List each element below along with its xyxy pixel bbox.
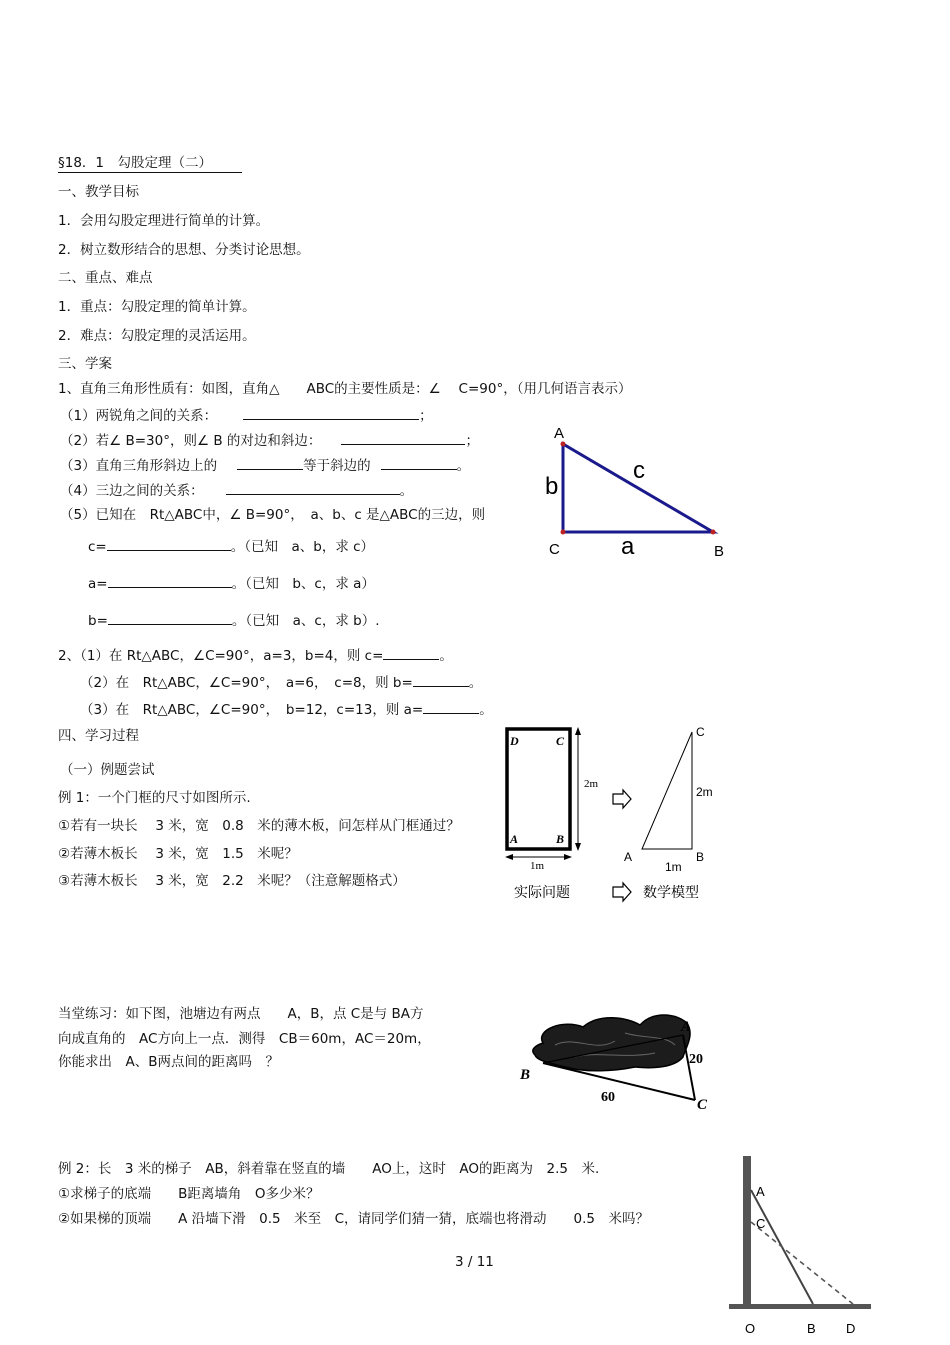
doc-title: §18．1 勾股定理（二） (58, 154, 242, 173)
vertex-B-label: B (714, 543, 725, 560)
pond-figure (515, 1005, 725, 1120)
formula-b: b= 。（已知 a、c，求 b）. (88, 610, 380, 630)
vertex-A-label: A (554, 425, 565, 442)
formula-c: c= 。（已知 a、b，求 c） (88, 536, 374, 556)
math-model-label: 数学模型 (643, 885, 699, 901)
question-1-5: （5）已知在 Rt△ABC中，∠ B=90°， a、b、c 是△ABC的三边，则 (60, 507, 486, 523)
side-a-label: a (621, 533, 635, 560)
door-frame-figure (500, 722, 730, 902)
side-b-label: b (545, 473, 559, 500)
example-1-q1: ①若有一块长 3 米，宽 0.8 米的薄木板，问怎样从门框通过？ (58, 818, 460, 834)
arrow-icon (613, 790, 631, 808)
blank (413, 672, 469, 687)
question-2-3: （3）在 Rt△ABC，∠C=90°， b=12，c=13，则 a= 。 (80, 699, 493, 719)
side-bc-label: 60 (601, 1090, 615, 1105)
model-C-label: C (696, 725, 705, 739)
example-1-q2: ②若薄木板长 3 米，宽 1.5 米呢？ (58, 846, 298, 862)
side-c-label: c (633, 457, 645, 484)
blank (381, 455, 457, 470)
page-number: 3 / 11 (455, 1254, 494, 1270)
pond-C-label: C (697, 1097, 708, 1113)
practice-line-2: 向成直角的 AC方向上一点．测得 CB＝60m，AC＝20m， (58, 1031, 431, 1047)
objective-2: 2．树立数形结合的思想、分类讨论思想。 (58, 242, 310, 258)
formula-a: a= 。（已知 b、c，求 a） (88, 573, 375, 593)
blank (341, 430, 465, 445)
section-objectives: 一、教学目标 (58, 184, 139, 200)
practice-line-3: 你能求出 A、B两点间的距离吗 ？ (58, 1054, 279, 1070)
ladder-figure (725, 1150, 875, 1340)
section-study-plan: 三、学案 (58, 356, 112, 372)
example-2-q1: ①求梯子的底端 B距离墙角 O多少米？ (58, 1186, 320, 1202)
vertex-C-label: C (549, 541, 560, 558)
side-ac-label: 20 (689, 1052, 703, 1067)
blank (108, 610, 232, 625)
door-D-label: D (510, 734, 519, 748)
objective-1: 1．会用勾股定理进行简单的计算。 (58, 213, 270, 229)
door-A-label: A (510, 832, 519, 846)
ladder-A-label: A (756, 1184, 765, 1199)
blank (237, 455, 303, 470)
door-B-label: B (556, 832, 565, 846)
question-1-4: （4）三边之间的关系： 。 (60, 480, 413, 500)
question-1: 1、直角三角形性质有：如图，直角△ ABC的主要性质是：∠ C=90°，（用几何语言表示） (58, 381, 632, 397)
question-2-1: 2、（1）在 Rt△ABC，∠C=90°，a=3，b=4，则 c= 。 (58, 645, 453, 665)
practice-line-1: 当堂练习：如下图，池塘边有两点 A，B，点 C是与 BA方 (58, 1006, 424, 1022)
door-width-label: 1m (530, 860, 545, 872)
question-2-2: （2）在 Rt△ABC，∠C=90°， a=6， c=8，则 b= 。 (80, 672, 482, 692)
blank (383, 645, 439, 660)
ladder-B-label: B (807, 1321, 816, 1336)
model-width-label: 1m (665, 860, 682, 874)
example-2: 例 2：长 3 米的梯子 AB，斜着靠在竖直的墙 AO上，这时 AO的距离为 2.5 米. (58, 1161, 600, 1177)
ladder-O-label: O (745, 1321, 756, 1336)
blank (423, 699, 479, 714)
ladder-C-label: C (756, 1216, 766, 1231)
model-A-label: A (624, 850, 633, 864)
real-problem-label: 实际问题 (514, 885, 570, 901)
section-key-points: 二、重点、难点 (58, 270, 153, 286)
key-point-2: 2．难点：勾股定理的灵活运用。 (58, 328, 256, 344)
question-1-1: （1）两锐角之间的关系： ； (60, 405, 433, 425)
key-point-1: 1．重点：勾股定理的简单计算。 (58, 299, 256, 315)
blank (243, 405, 419, 420)
example-1: 例 1：一个门框的尺寸如图所示. (58, 790, 251, 806)
arrow-icon (613, 883, 631, 901)
model-B-label: B (696, 850, 705, 864)
door-height-label: 2m (584, 778, 599, 790)
question-1-2: （2）若∠ B=30°，则∠ B 的对边和斜边： ； (60, 430, 479, 450)
pond-B-label: B (520, 1067, 531, 1083)
ladder-D-label: D (846, 1321, 856, 1336)
example-2-q2: ②如果梯的顶端 A 沿墙下滑 0.5 米至 C，请同学们猜一猜，底端也将滑动 0.5 米吗？ (58, 1211, 649, 1227)
subsection-examples: （一）例题尝试 (60, 762, 155, 778)
model-height-label: 2m (696, 785, 713, 799)
example-1-q3: ③若薄木板长 3 米，宽 2.2 米呢？（注意解题格式） (58, 873, 406, 889)
section-learning-process: 四、学习过程 (58, 728, 139, 744)
blank (107, 536, 231, 551)
question-1-3: （3）直角三角形斜边上的 等于斜边的 。 (60, 455, 470, 475)
blank (226, 480, 400, 495)
right-triangle-figure (535, 420, 735, 570)
door-C-label: C (556, 734, 565, 748)
pond-A-label: A (681, 1019, 692, 1035)
blank (108, 573, 232, 588)
